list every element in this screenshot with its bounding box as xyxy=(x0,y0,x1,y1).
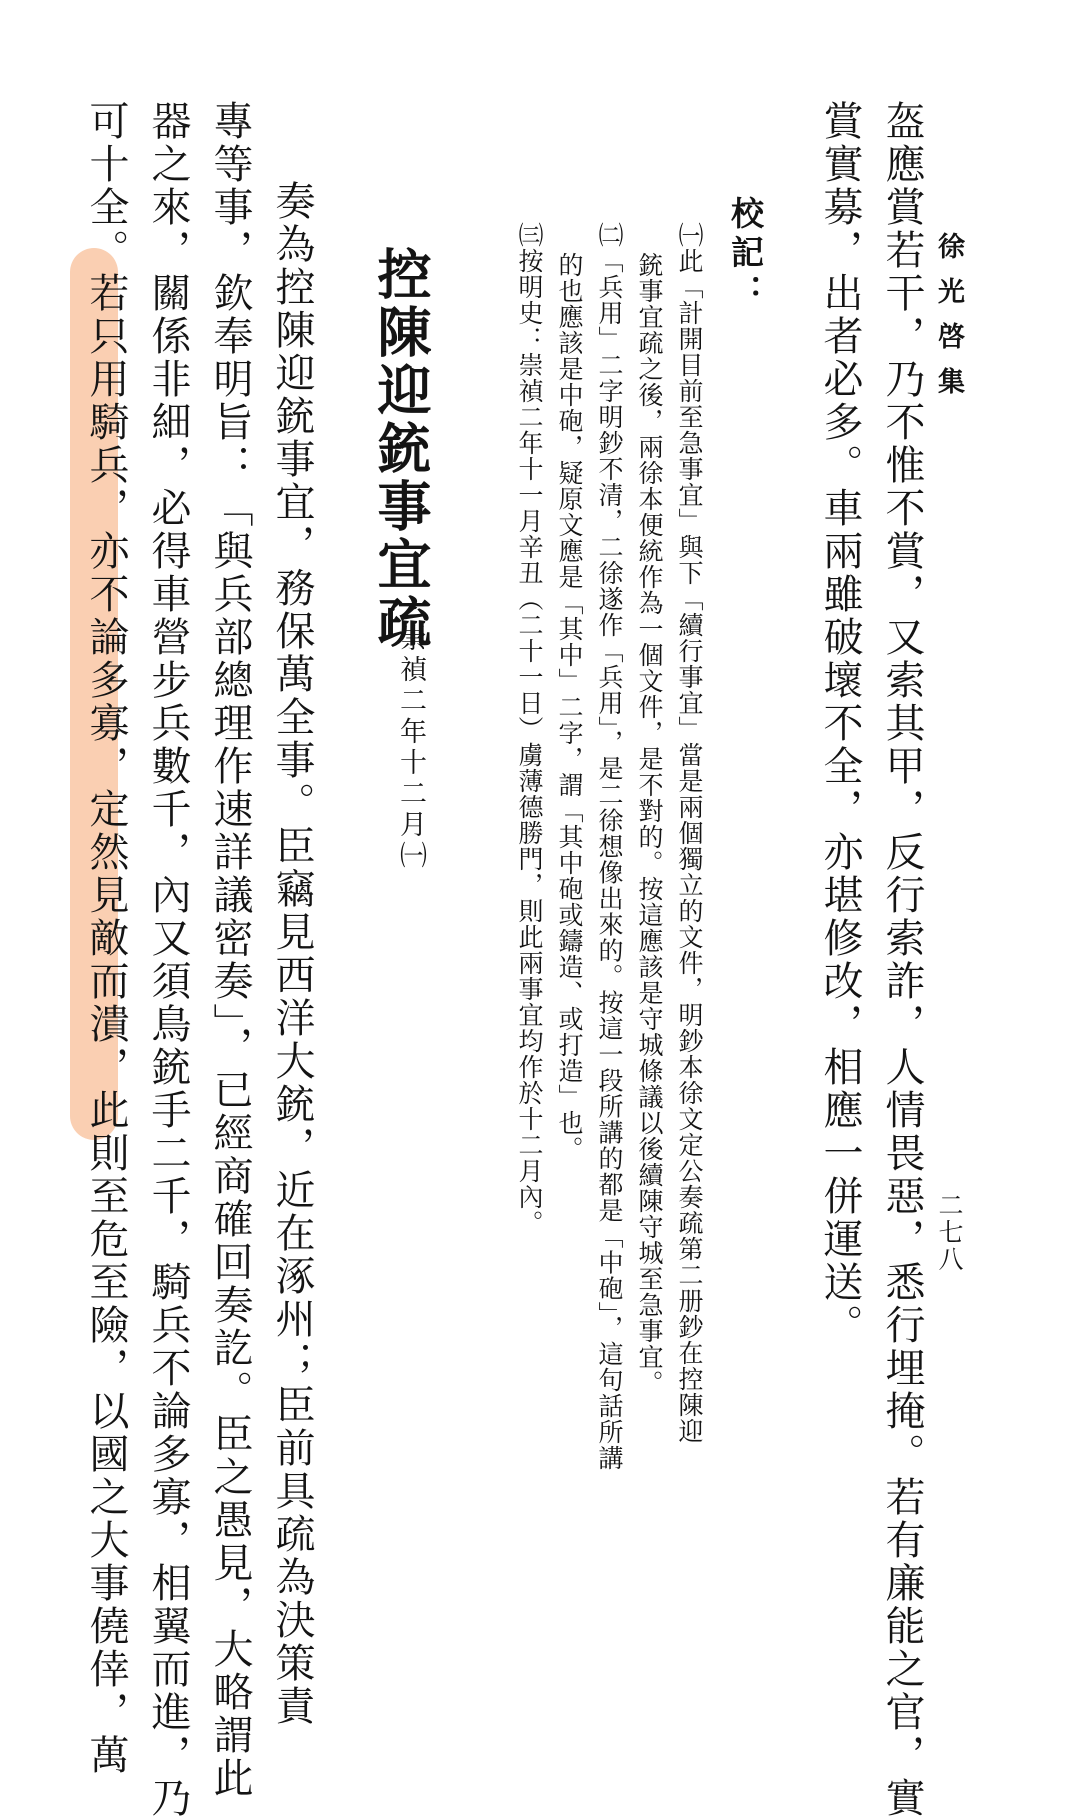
body-column-1: 盔應賞若干，乃不惟不賞，又索其甲，反行索詐，人情畏惡，悉行埋掩。若有廉能之官，實 xyxy=(879,100,925,1820)
body-column-3: 奏為控陳迎銃事宜，務保萬全事。臣竊見西洋大銃，近在涿州；臣前具疏為決策責 xyxy=(269,180,315,1728)
body-column-6: 可十全。若只用騎兵，亦不論多寡，定然見敵而潰，此則至危至險，以國之大事僥倖，萬 xyxy=(83,100,129,1777)
note-item: ㈢按明史：崇禎二年十一月辛丑（二十一日）虜薄德勝門，則此兩事宜均作於十二月內。 xyxy=(515,222,544,1236)
note-item: 的也應該是中砲，疑原文應是「其中」二字，謂「其中砲或鑄造、或打造」也。 xyxy=(555,252,584,1162)
book-title-header: 徐光啓集 xyxy=(933,232,964,412)
note-item: ㈡「兵用」二字明鈔不清，二徐遂作「兵用」，是二徐想像出來的。按這一段所講的都是「中砲」，這句話所講 xyxy=(595,222,624,1471)
memorial-date: 崇禎二年十二月㈠ xyxy=(395,624,426,872)
page-number: 二七八 xyxy=(935,1192,964,1273)
note-item: 銃事宜疏之後，兩徐本便統作為一個文件，是不對的。按這應該是守城條議以後續陳守城至急事宜。 xyxy=(635,252,664,1396)
note-item: ㈠此「計開目前至急事宜」與下「續行事宜」當是兩個獨立的文件，明鈔本徐文定公奏疏第二册鈔在控陳迎 xyxy=(675,222,704,1444)
body-column-2: 賞實募，出者必多。車兩雖破壞不全，亦堪修改，相應一併運送。 xyxy=(817,100,863,1347)
memorial-title: 控陳迎銃事宜疏 xyxy=(369,246,433,652)
body-column-4: 專等事，欽奉明旨：「與兵部總理作速詳議密奏」，已經商確回奏訖。臣之愚見，大略謂此 xyxy=(207,100,253,1800)
notes-title: 校記： xyxy=(726,196,765,313)
body-column-5: 器之來，關係非細，必得車營步兵數千，內又須鳥銃手二千，騎兵不論多寡，相翼而進，乃 xyxy=(145,100,191,1820)
